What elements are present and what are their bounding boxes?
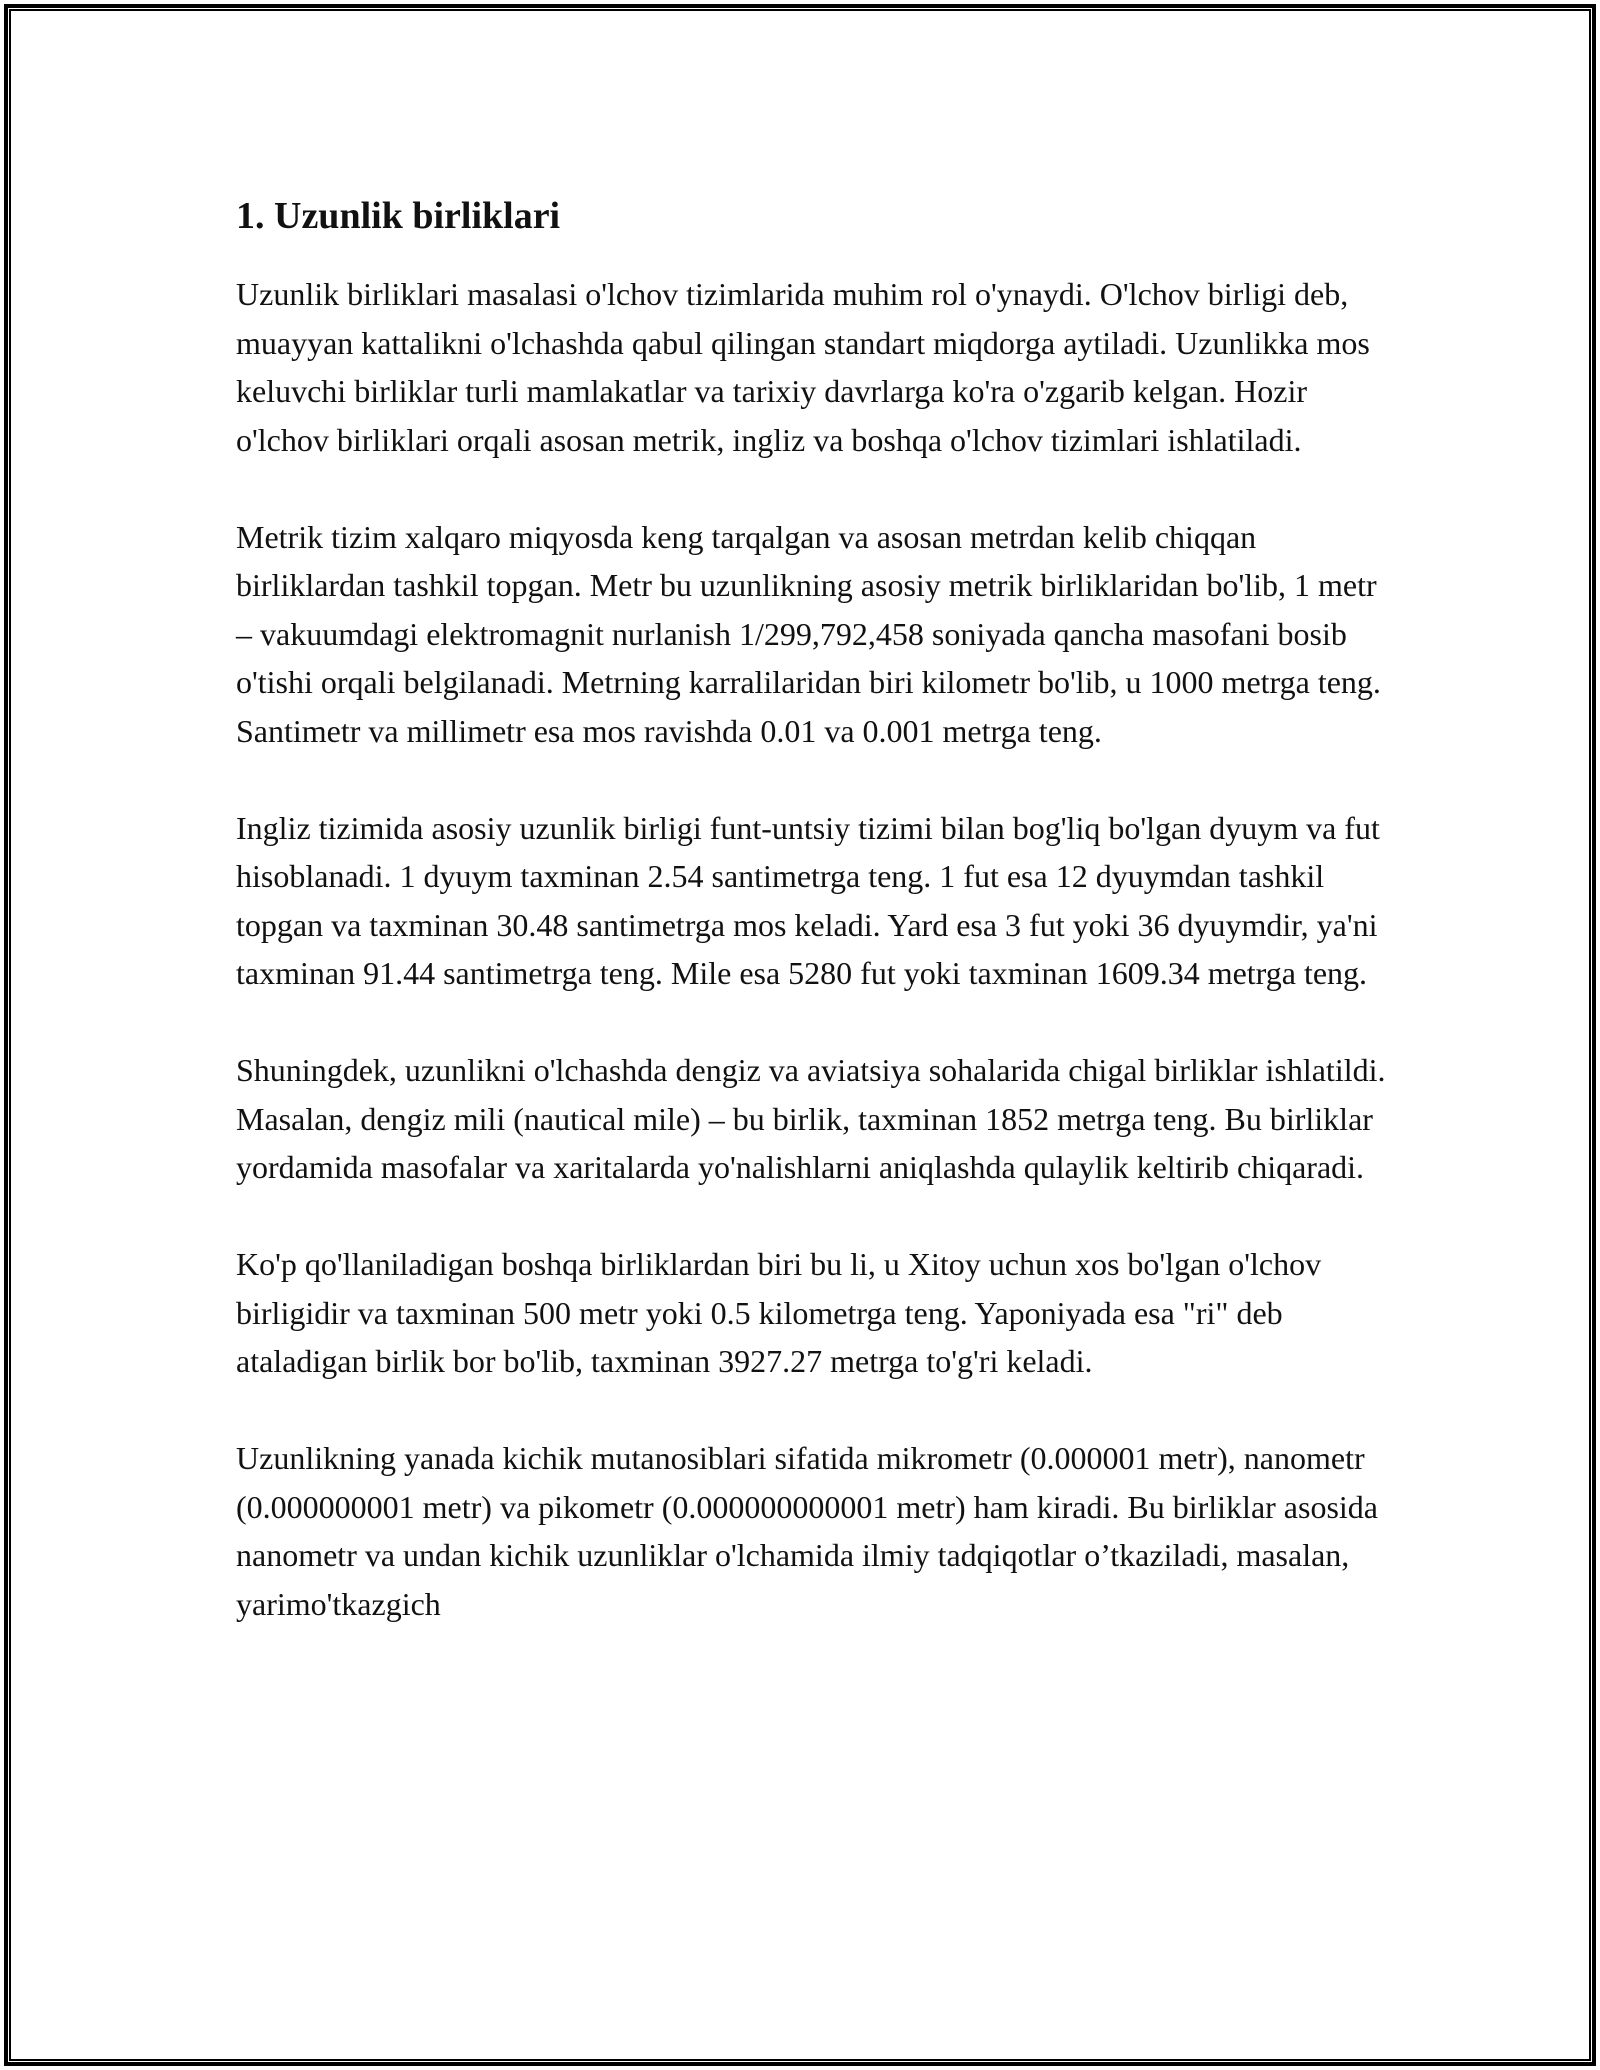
document-body [236, 190, 1386, 1677]
section-heading: 1. Uzunlik birliklari [236, 195, 561, 237]
paragraph-asian-units: Ko'p qo'llaniladigan boshqa birliklardan biri bu li, u Xitoy uchun xos bo'lgan o'lchov birligidir va taxminan 500 metr yoki 0.5 kilometrga teng. Yaponiyada esa "ri" deb ataladigan birlik bor bo'lib, taxminan 3927.27 metrga to'g'ri keladi. [236, 1246, 1322, 1379]
paragraph-small-units: Uzunlikning yanada kichik mutanosiblari sifatida mikrometr (0.000001 metr), nanometr (0.000000001 metr) va pikometr (0.000000000001 metr) ham kiradi. Bu birliklar asosida nanometr va undan kichik uzunliklar o'lchamida ilmiy tadqiqotlar o’tkaziladi, masalan, yarimo'tkazgich [236, 1440, 1378, 1622]
paragraph-imperial-system: Ingliz tizimida asosiy uzunlik birligi funt-untsiy tizimi bilan bog'liq bo'lgan dyuym va fut hisoblanadi. 1 dyuym taxminan 2.54 santimetrga teng. 1 fut esa 12 dyuymdan tashkil topgan va taxminan 30.48 santimetrga mos keladi. Yard esa 3 fut yoki 36 dyuymdir, ya'ni taxminan 91.44 santimetrga teng. Mile esa 5280 fut yoki taxminan 1609.34 metrga teng. [236, 809, 1380, 991]
paragraph-length-units-intro: Uzunlik birliklari masalasi o'lchov tizimlarida muhim rol o'ynaydi. O'lchov birligi deb, muayyan kattalikni o'lchashda qabul qilingan standart miqdorga aytiladi. Uzunlikka mos keluvchi birliklar turli mamlakatlar va tarixiy davrlarga ko'ra o'zgarib kelgan. Hozir o'lchov birliklari orqali asosan metrik, ingliz va boshqa o'lchov tizimlari ishlatiladi. [236, 276, 1370, 458]
paragraph-metric-system: Metrik tizim xalqaro miqyosda keng tarqalgan va asosan metrdan kelib chiqqan birliklardan tashkil topgan. Metr bu uzunlikning asosiy metrik birliklaridan bo'lib, 1 metr – vakuumdagi elektromagnit nurlanish 1/299,792,458 soniyada qancha masofani bosib o'tishi orqali belgilanadi. Metrning karralilaridan biri kilometr bo'lib, u 1000 metrga teng. Santimetr va millimetr esa mos ravishda 0.01 va 0.001 metrga teng. [236, 518, 1381, 749]
paragraph-nautical-units: Shuningdek, uzunlikni o'lchashda dengiz va aviatsiya sohalarida chigal birliklar ishlatildi. Masalan, dengiz mili (nautical mile) – bu birlik, taxminan 1852 metrga teng. Bu birliklar yordamida masofalar va xaritalarda yo'nalishlarni aniqlashda qulaylik keltirib chiqaradi. [236, 1052, 1386, 1185]
